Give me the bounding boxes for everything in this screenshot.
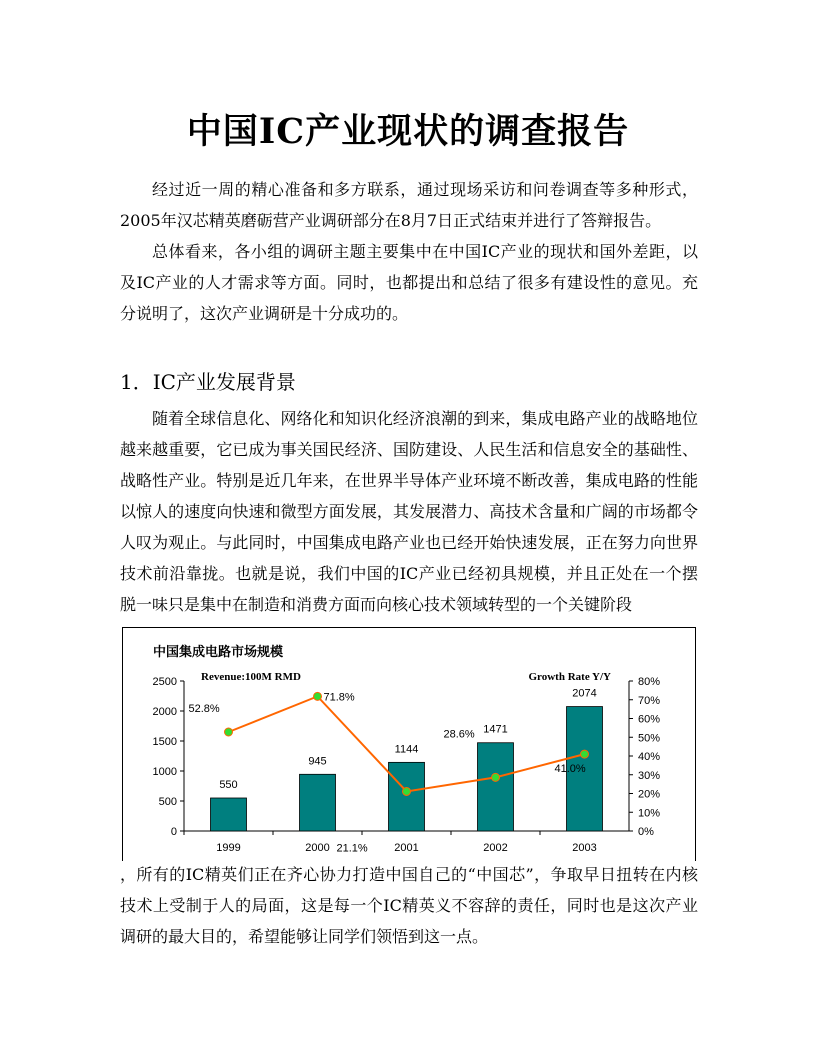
bar-label: 2074	[572, 687, 597, 700]
chart-title: 中国集成电路市场规模	[153, 645, 284, 660]
y2-tick-label: 20%	[638, 788, 661, 801]
y2-tick-label: 60%	[638, 713, 661, 726]
x-tick-label: 2002	[483, 842, 508, 854]
y-tick-label: 1500	[152, 736, 177, 748]
growth-marker-2001	[403, 787, 411, 795]
growth-marker-2003	[581, 750, 589, 758]
y-axis-label: Revenue:100M RMD	[201, 671, 301, 683]
y2-tick-label: 70%	[638, 694, 661, 707]
section-paragraph: 随着全球信息化、网络化和知识化经济浪潮的到来，集成电路产业的战略地位越来越重要，它已成为事关国民经济、国防建设、人民生活和信息安全的基础性、战略性产业。特别是近几年来，在世界半导体产业环境不断改善，集成电路的性能以惊人的速度向快速和微型方面发展，其发展潜力、高技术含量和广阔的市场都令人叹为观止。与此同时，中国集成电路产业也已经开始快速发展，正在努力向世界技术前沿靠拢。也就是说，我们中国的IC产业已经初具规模，并且正处在一个摆脱一味只是集中在制造和消费方面而向核心技术领域转型的一个关键阶段	[120, 409, 698, 614]
y2-axis-label: Growth Rate Y/Y	[528, 671, 611, 683]
y2-tick-label: 10%	[638, 807, 661, 820]
bar-1999	[211, 798, 247, 831]
growth-marker-1999	[225, 728, 233, 736]
growth-label: 52.8%	[188, 703, 220, 715]
y-tick-label: 500	[158, 796, 177, 808]
growth-marker-2000	[314, 692, 322, 700]
bar-label: 1471	[483, 723, 508, 736]
market-size-chart	[122, 627, 696, 861]
intro-paragraph-2: 总体看来，各小组的调研主题主要集中在中国IC产业的现状和国外差距，以及IC产业的人才需求等方面。同时，也都提出和总结了很多有建设性的意见。充分说明了，这次产业调研是十分成功的。	[120, 242, 698, 323]
y-tick-label: 0	[170, 826, 177, 838]
x-tick-label: 2003	[572, 842, 597, 854]
bar-2002	[478, 743, 514, 831]
y2-tick-label: 50%	[638, 732, 661, 745]
y-tick-label: 2000	[152, 706, 177, 718]
growth-label: 71.8%	[323, 691, 355, 704]
y2-tick-label: 30%	[638, 769, 661, 782]
bar-label: 945	[308, 755, 327, 768]
growth-label: 28.6%	[443, 728, 475, 741]
y2-tick-label: 40%	[638, 751, 661, 763]
growth-label: 21.1%	[336, 842, 368, 855]
section-heading: 1．IC产业发展背景	[120, 370, 296, 394]
bar-label: 1144	[394, 743, 419, 756]
bar-2001	[389, 762, 425, 831]
x-tick-label: 1999	[216, 842, 241, 854]
intro-paragraph-1: 经过近一周的精心准备和多方联系，通过现场采访和问卷调查等多种形式，2005年汉芯精英磨砺营产业调研部分在8月7日正式结束并进行了答辩报告。	[120, 180, 698, 230]
x-tick-label: 2001	[394, 842, 419, 854]
y2-tick-label: 80%	[638, 676, 661, 688]
growth-label: 41.0%	[554, 763, 586, 776]
after-chart-paragraph: ，所有的IC精英们正在齐心协力打造中国自己的“中国芯”，争取早日扭转在内核技术上受制于人的局面，这是每一个IC精英义不容辞的责任，同时也是这次产业调研的最大目的，希望能够让同学们领悟到这一点。	[120, 865, 698, 946]
y2-tick-label: 0%	[638, 826, 654, 838]
bar-2000	[300, 774, 336, 831]
bar-label: 550	[219, 779, 238, 791]
growth-marker-2002	[492, 773, 500, 781]
y-tick-label: 1000	[152, 766, 177, 778]
document-title: 中国IC产业现状的调查报告	[186, 111, 630, 152]
y-tick-label: 2500	[152, 676, 177, 688]
x-tick-label: 2000	[305, 842, 330, 854]
